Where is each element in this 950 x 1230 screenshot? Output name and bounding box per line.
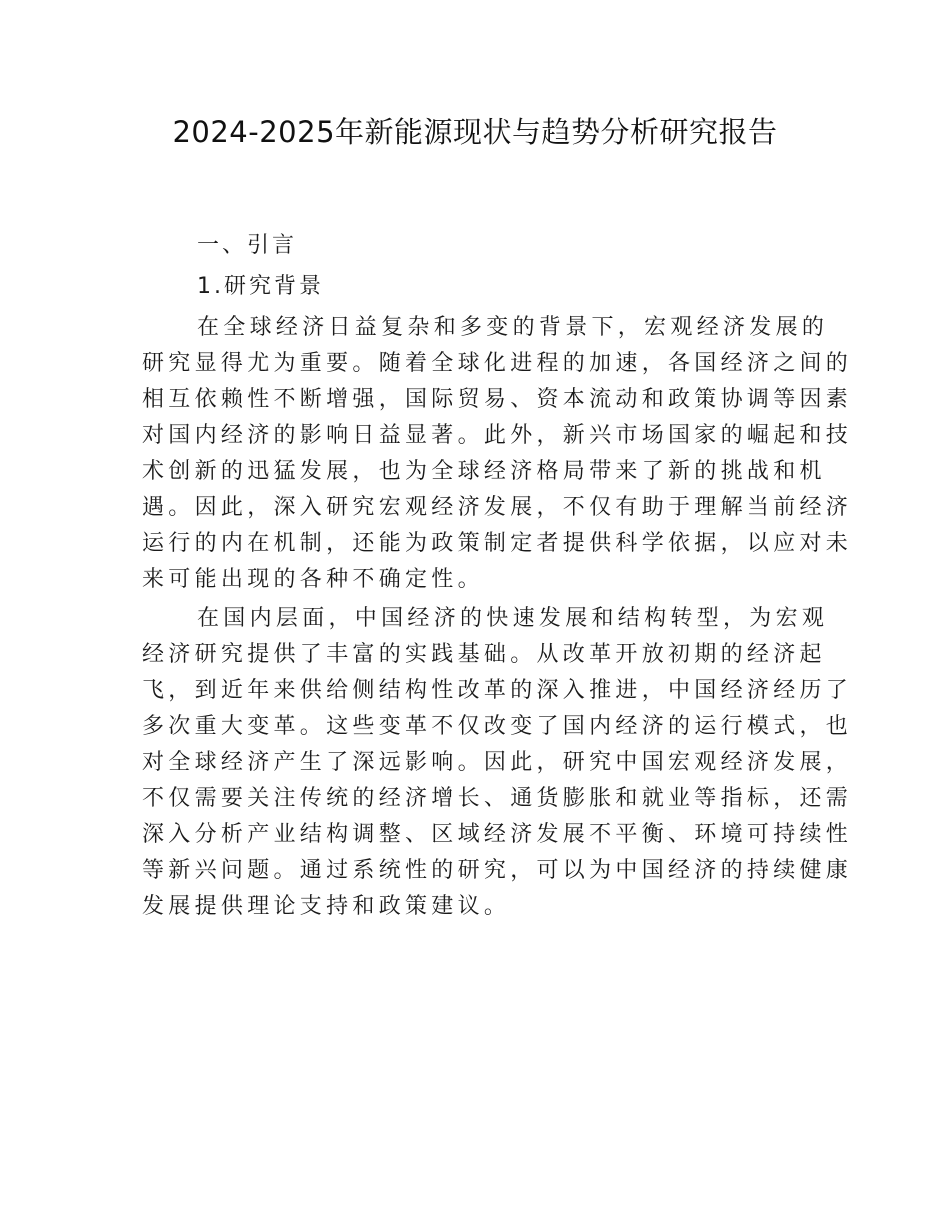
subsection-heading: 1.研究背景 xyxy=(197,274,324,299)
paragraph-2 xyxy=(142,601,853,925)
paragraph-line: 相互依赖性不断增强，国际贸易、资本流动和政策协调等因素 xyxy=(142,387,853,412)
paragraph-line: 运行的内在机制，还能为政策制定者提供科学依据，以应对未 xyxy=(142,531,853,556)
paragraph-line: 在国内层面，中国经济的快速发展和结构转型，为宏观 xyxy=(197,606,829,631)
paragraph-line: 对国内经济的影响日益显著。此外，新兴市场国家的崛起和技 xyxy=(142,423,853,448)
paragraph-line: 在全球经济日益复杂和多变的背景下，宏观经济发展的 xyxy=(197,315,829,340)
paragraph-line: 对全球经济产生了深远影响。因此，研究中国宏观经济发展， xyxy=(142,750,853,775)
paragraph-line: 术创新的迅猛发展，也为全球经济格局带来了新的挑战和机 xyxy=(142,459,826,484)
section-heading: 一、引言 xyxy=(197,233,298,258)
paragraph-line: 发展提供理论支持和政策建议。 xyxy=(142,894,511,919)
paragraph-line: 遇。因此，深入研究宏观经济发展，不仅有助于理解当前经济 xyxy=(142,495,853,520)
document-title: 2024-2025年新能源现状与趋势分析研究报告 xyxy=(172,115,778,149)
paragraph-line: 研究显得尤为重要。随着全球化进程的加速，各国经济之间的 xyxy=(142,351,853,376)
paragraph-line: 来可能出现的各种不确定性。 xyxy=(142,567,484,592)
paragraph-line: 等新兴问题。通过系统性的研究，可以为中国经济的持续健康 xyxy=(142,858,853,883)
paragraph-line: 不仅需要关注传统的经济增长、通货膨胀和就业等指标，还需 xyxy=(142,786,853,811)
paragraph-line: 飞，到近年来供给侧结构性改革的深入推进，中国经济经历了 xyxy=(142,678,853,703)
paragraph-line: 多次重大变革。这些变革不仅改变了国内经济的运行模式，也 xyxy=(142,714,853,739)
document-body xyxy=(142,228,853,928)
paragraph-line: 经济研究提供了丰富的实践基础。从改革开放初期的经济起 xyxy=(142,642,826,667)
paragraph-line: 深入分析产业结构调整、区域经济发展不平衡、环境可持续性 xyxy=(142,822,853,847)
paragraph-1 xyxy=(142,310,853,598)
